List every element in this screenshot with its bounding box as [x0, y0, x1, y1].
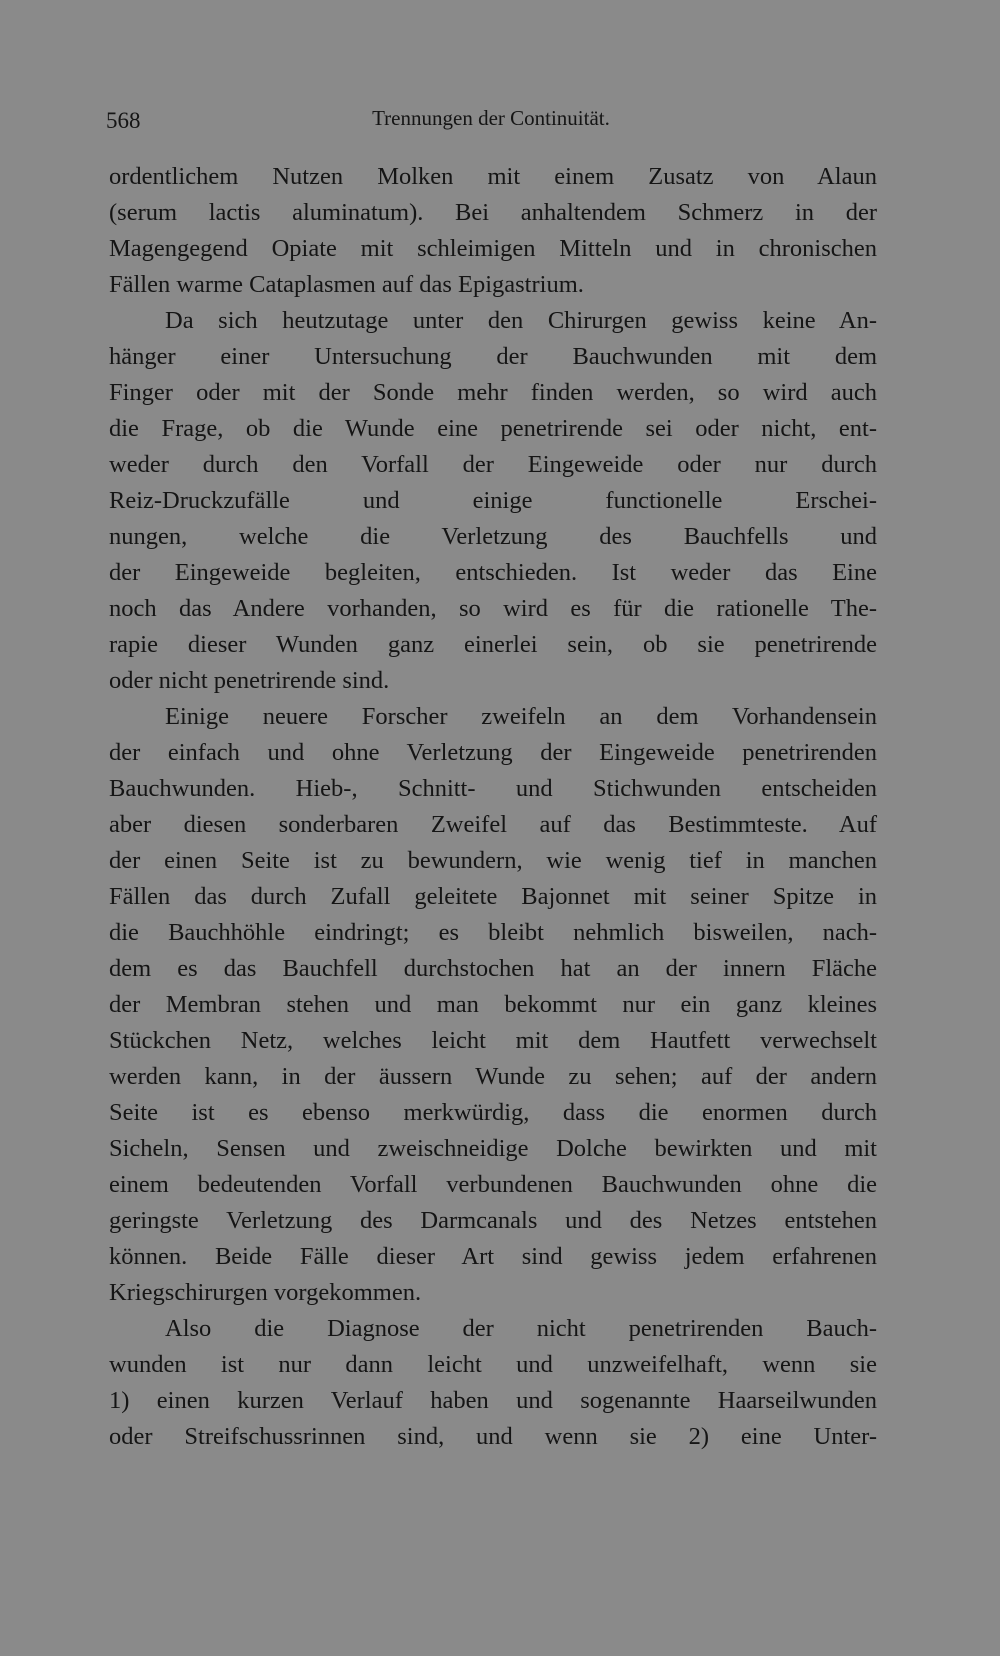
- page-header: [106, 106, 876, 140]
- paragraph-1: [109, 159, 877, 303]
- text-line: Also die Diagnose der nicht penetrirenden Bauch-: [165, 1315, 877, 1342]
- text-line: Magengegend Opiate mit schleimigen Mitteln und in chronischen: [109, 235, 877, 262]
- text-line: ordentlichem Nutzen Molken mit einem Zusatz von Alaun: [109, 163, 877, 190]
- text-line: Reiz-Druckzufälle und einige functionelle Erschei-: [109, 487, 877, 514]
- text-line: der einen Seite ist zu bewundern, wie wenig tief in manchen: [109, 847, 877, 874]
- text-line: rapie dieser Wunden ganz einerlei sein, ob sie penetrirende: [109, 631, 877, 658]
- text-line: Bauchwunden. Hieb-, Schnitt- und Stichwunden entscheiden: [109, 775, 877, 802]
- text-line: die Bauchhöhle eindringt; es bleibt nehmlich bisweilen, nach-: [109, 919, 877, 946]
- text-line: werden kann, in der äussern Wunde zu sehen; auf der andern: [109, 1063, 877, 1090]
- text-line: Sicheln, Sensen und zweischneidige Dolche bewirkten und mit: [109, 1135, 877, 1162]
- page-number: 568: [106, 108, 141, 133]
- paragraph-2: [109, 303, 877, 699]
- text-line: die Frage, ob die Wunde eine penetrirende sei oder nicht, ent-: [109, 415, 877, 442]
- running-head: Trennungen der Continuität.: [372, 106, 610, 130]
- text-line: noch das Andere vorhanden, so wird es für die rationelle The-: [109, 595, 877, 622]
- text-line: (serum lactis aluminatum). Bei anhaltendem Schmerz in der: [109, 199, 877, 226]
- text-line: oder nicht penetrirende sind.: [109, 667, 390, 694]
- text-line: Stückchen Netz, welches leicht mit dem Hautfett verwechselt: [109, 1027, 877, 1054]
- text-line: wunden ist nur dann leicht und unzweifelhaft, wenn sie: [109, 1351, 877, 1378]
- text-line: hänger einer Untersuchung der Bauchwunden mit dem: [109, 343, 877, 370]
- text-line: aber diesen sonderbaren Zweifel auf das Bestimmteste. Auf: [109, 811, 877, 838]
- text-line: dem es das Bauchfell durchstochen hat an der innern Fläche: [109, 955, 877, 982]
- text-line: 1) einen kurzen Verlauf haben und sogenannte Haarseilwunden: [109, 1387, 877, 1414]
- text-line: oder Streifschussrinnen sind, und wenn sie 2) eine Unter-: [109, 1423, 877, 1450]
- text-line: Einige neuere Forscher zweifeln an dem Vorhandensein: [165, 703, 877, 730]
- text-line: weder durch den Vorfall der Eingeweide oder nur durch: [109, 451, 877, 478]
- body-text: [109, 159, 877, 1455]
- text-line: Fällen das durch Zufall geleitete Bajonnet mit seiner Spitze in: [109, 883, 877, 910]
- text-line: der Eingeweide begleiten, entschieden. Ist weder das Eine: [109, 559, 877, 586]
- paragraph-3: [109, 699, 877, 1311]
- text-line: Da sich heutzutage unter den Chirurgen gewiss keine An-: [165, 307, 877, 334]
- text-line: nungen, welche die Verletzung des Bauchfells und: [109, 523, 877, 550]
- text-line: können. Beide Fälle dieser Art sind gewiss jedem erfahrenen: [109, 1243, 877, 1270]
- text-line: Kriegschirurgen vorgekommen.: [109, 1279, 422, 1306]
- text-line: einem bedeutenden Vorfall verbundenen Bauchwunden ohne die: [109, 1171, 877, 1198]
- text-line: der Membran stehen und man bekommt nur ein ganz kleines: [109, 991, 877, 1018]
- text-line: Fällen warme Cataplasmen auf das Epigastrium.: [109, 271, 584, 298]
- text-line: geringste Verletzung des Darmcanals und des Netzes entstehen: [109, 1207, 877, 1234]
- paragraph-4: [109, 1311, 877, 1455]
- text-line: der einfach und ohne Verletzung der Eingeweide penetrirenden: [109, 739, 877, 766]
- text-line: Finger oder mit der Sonde mehr finden werden, so wird auch: [109, 379, 877, 406]
- text-line: Seite ist es ebenso merkwürdig, dass die enormen durch: [109, 1099, 877, 1126]
